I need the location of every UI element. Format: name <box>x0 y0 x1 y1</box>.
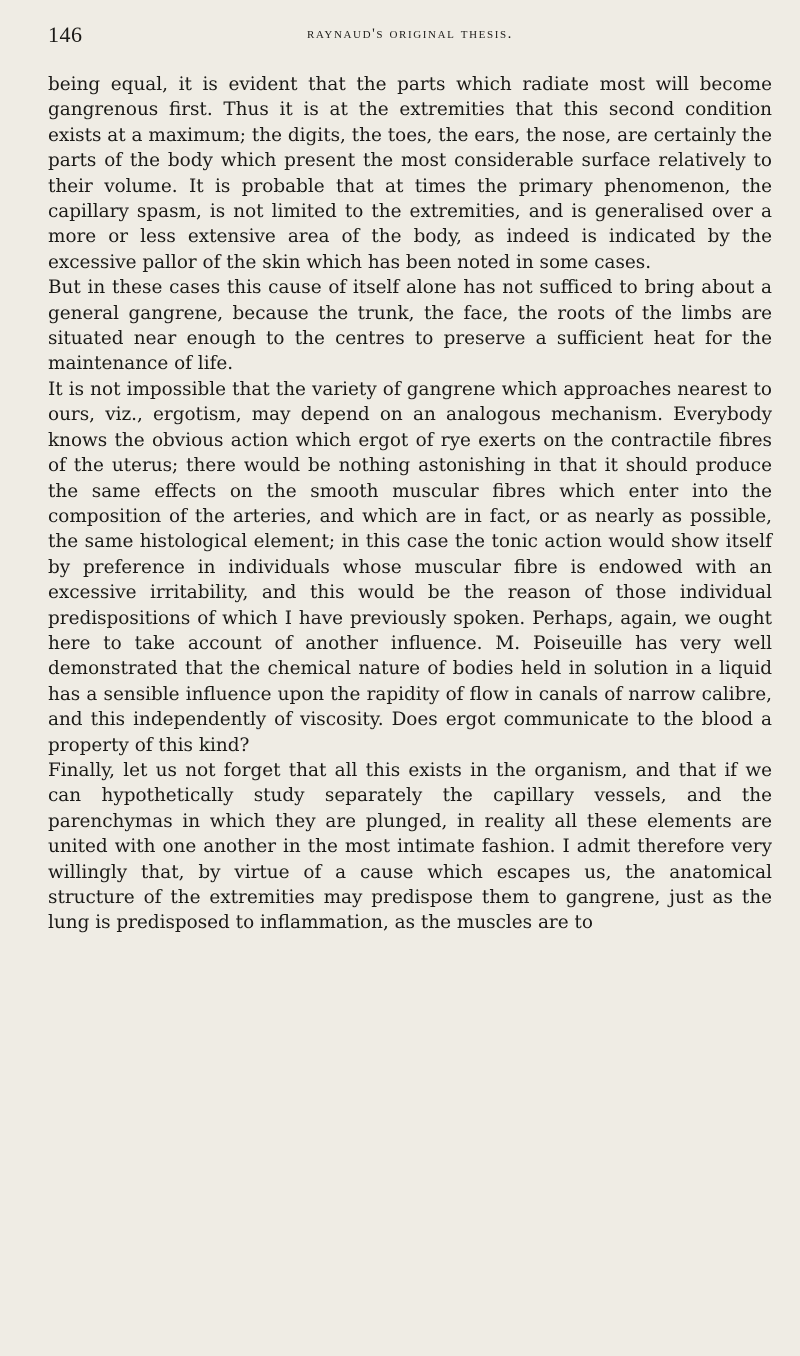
page-number: 146 <box>48 22 83 47</box>
body-text <box>48 72 772 936</box>
paragraph-ergotism: It is not impossible that the variety of gangrene which approaches nearest to ours, viz., ergotism, may depend on an analogous mechanism. Everybody knows the obvious action which ergot of rye exerts on the contractile fibres of the uterus; there would be nothing astonishing in that it should produce the same effects on the smooth muscular fibres which enter into the composition of the arteries, and which are in fact, or as nearly as possible, the same histological element; in this case the tonic action would show itself by preference in individuals whose muscular fibre is endowed with an excessive irritability, and this would be the reason of those individual predispositions of which I have previously spoken. Perhaps, again, we ought here to take account of another influence. M. Poiseuille has very well demonstrated that the chemical nature of bodies held in solution in a liquid has a sensible influence upon the rapidity of flow in canals of narrow calibre, and this independently of viscosity. Does ergot communicate to the blood a property of this kind? <box>48 378 772 756</box>
paragraph-continuation: being equal, it is evident that the parts which radiate most will become gangrenous first. Thus it is at the extremities that this second condition exists at a maximum; the digits, the toes, the ears, the nose, are certainly the parts of the body which present the most considerable surface relatively to their volume. It is probable that at times the primary phenomenon, the capillary spasm, is not limited to the extremities, and is generalised over a more or less extensive area of the body, as indeed is indicated by the excessive pallor of the skin which has been noted in some cases. <box>48 74 772 273</box>
paragraph-general-gangrene: But in these cases this cause of itself alone has not sufficed to bring about a general gangrene, because the trunk, the face, the roots of the limbs are situated near enough to the centres to preserve a sufficient heat for the maintenance of life. <box>48 277 772 375</box>
book-page <box>48 22 772 936</box>
running-head: raynaud's original thesis. <box>306 26 514 42</box>
page-header <box>48 22 772 52</box>
paragraph-finally: Finally, let us not forget that all this exists in the organism, and that if we can hypothetically study separately the capillary vessels, and the parenchymas in which they are plunged, in reality all these elements are united with one another in the most intimate fashion. I admit therefore very willingly that, by virtue of a cause which escapes us, the anatomical structure of the extremities may predispose them to gangrene, just as the lung is predisposed to inflammation, as the muscles are to <box>48 759 772 934</box>
